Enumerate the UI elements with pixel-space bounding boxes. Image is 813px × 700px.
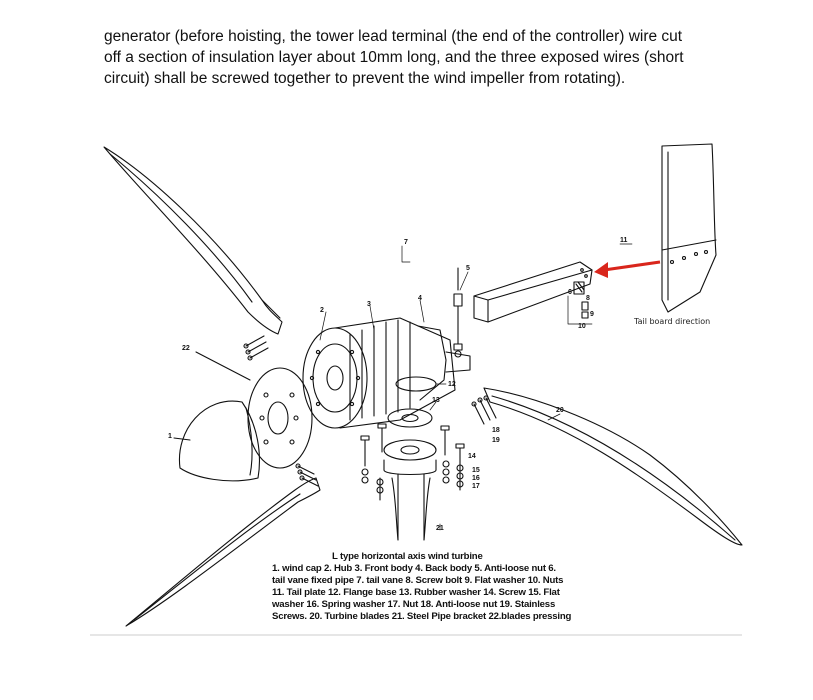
anti-loose-nut — [454, 268, 462, 357]
blade-pressing-disk — [196, 352, 312, 468]
part-number-4: 4 — [418, 295, 422, 302]
caption-line-3: 11. Tail plate 12. Flange base 13. Rubber washer 14. Screw 15. Flat — [272, 587, 560, 598]
part-number-17: 17 — [472, 483, 480, 490]
paragraph-line-3: circuit) shall be screwed together to prevent the wind impeller from rotating). — [104, 70, 626, 87]
caption-title: L type horizontal axis wind turbine — [332, 551, 483, 562]
part-number-12: 12 — [448, 381, 456, 388]
blade-bolts-upper — [244, 336, 268, 360]
part-number-16: 16 — [472, 475, 480, 482]
blade-upper-left — [104, 147, 282, 334]
caption-line-5: Screws. 20. Turbine blades 21. Steel Pipe bracket 22.blades pressing — [272, 611, 572, 622]
part-number-7: 7 — [404, 239, 408, 246]
screw-bolts-left — [361, 424, 386, 500]
blade-bolts-right — [472, 396, 496, 424]
part-number-20: 20 — [556, 407, 564, 414]
screw-bolts-right — [441, 426, 464, 490]
part-number-10: 10 — [578, 323, 586, 330]
blade-right — [484, 388, 742, 545]
part-number-2: 2 — [320, 307, 324, 314]
parts-legend-caption — [272, 551, 652, 623]
part-number-13: 13 — [432, 397, 440, 404]
tail-direction-arrow — [594, 262, 660, 278]
part-number-5: 5 — [466, 265, 470, 272]
part-number-15: 15 — [472, 467, 480, 474]
part-number-14: 14 — [468, 453, 476, 460]
part-number-8: 8 — [586, 295, 590, 302]
generator-body — [303, 318, 470, 428]
caption-line-1: 1. wind cap 2. Hub 3. Front body 4. Back body 5. Anti-loose nut 6. — [272, 563, 556, 574]
footer-divider — [90, 634, 742, 636]
part-number-1: 1 — [168, 433, 172, 440]
part-number-18: 18 — [492, 427, 500, 434]
paragraph-line-2: off a section of insulation layer about 10mm long, and the three exposed wires (short — [104, 49, 684, 66]
caption-line-2: tail vane fixed pipe 7. tail vane 8. Screw bolt 9. Flat washer 10. Nuts — [272, 575, 564, 586]
part-number-11: 11 — [620, 237, 628, 244]
part-number-6: 6 — [568, 289, 572, 296]
part-number-3: 3 — [367, 301, 371, 308]
part-number-21: 21 — [436, 525, 444, 532]
part-number-19: 19 — [492, 437, 500, 444]
part-number-22: 22 — [182, 345, 190, 352]
tail-plate — [662, 144, 716, 312]
tail-board-direction-label: Tail board direction — [634, 317, 711, 326]
paragraph-line-1: generator (before hoisting, the tower lead terminal (the end of the controller) wire cut — [104, 28, 683, 45]
wind-cap — [174, 401, 259, 481]
caption-line-4: washer 16. Spring washer 17. Nut 18. Anti-loose nut 19. Stainless — [272, 599, 556, 610]
part-number-9: 9 — [590, 311, 594, 318]
